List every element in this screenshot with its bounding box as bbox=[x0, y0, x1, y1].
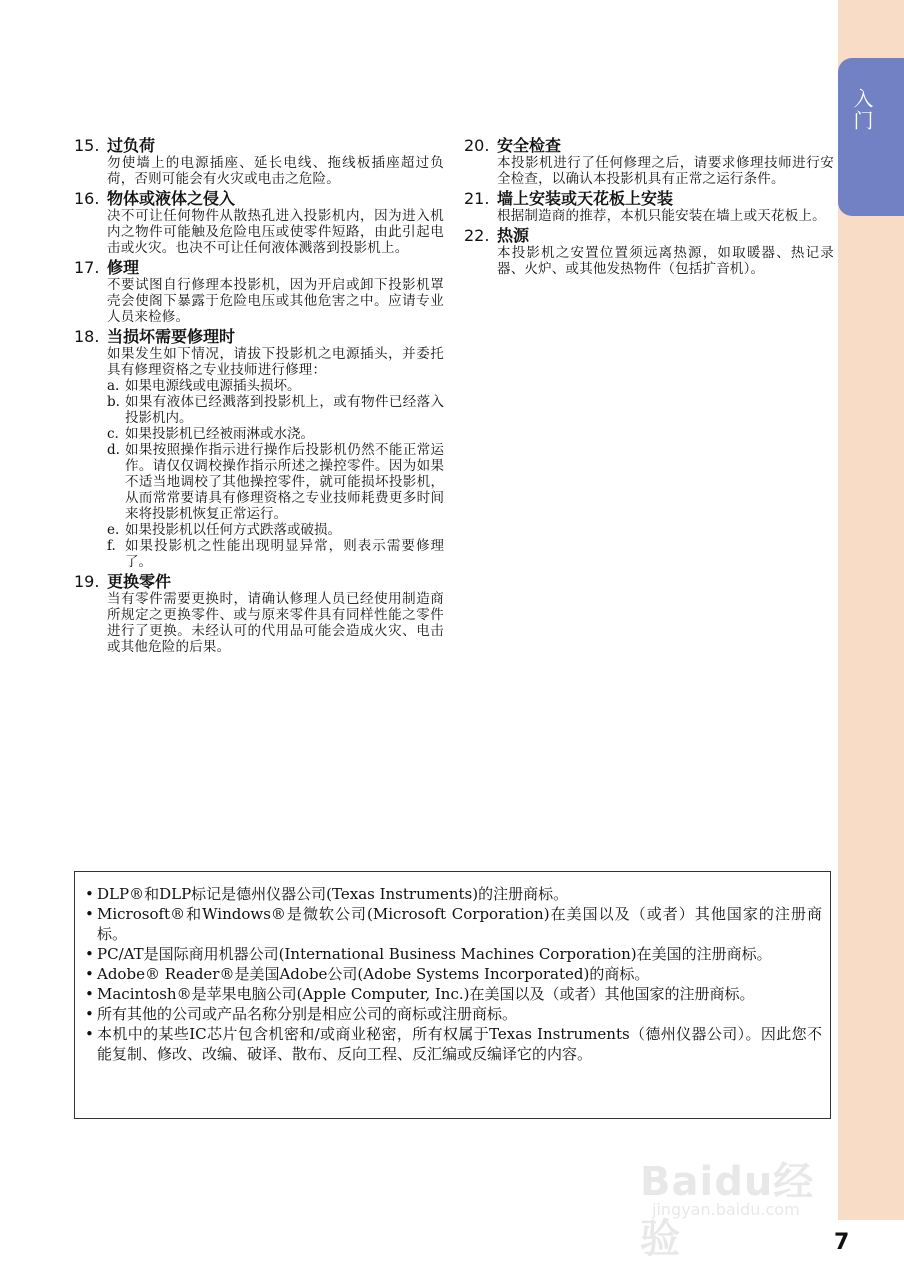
item-heading bbox=[464, 189, 834, 208]
bullet-icon: • bbox=[85, 945, 94, 963]
sub-list-item bbox=[107, 394, 444, 426]
safety-item bbox=[74, 327, 444, 570]
trademark-note-text: 所有其他的公司或产品名称分别是相应公司的商标或注册商标。 bbox=[97, 1005, 518, 1023]
sub-list-item bbox=[107, 522, 444, 538]
sub-item-text: 如果投影机之性能出现明显异常，则表示需要修理了。 bbox=[125, 538, 444, 570]
item-title: 墙上安装或天花板上安装 bbox=[497, 189, 674, 208]
sub-item-text: 如果投影机以任何方式跌落或破损。 bbox=[125, 522, 341, 538]
item-number: 18. bbox=[74, 327, 100, 346]
safety-item bbox=[74, 258, 444, 325]
item-body: 如果发生如下情况，请拔下投影机之电源插头，并委托具有修理资格之专业技师进行修理： bbox=[107, 346, 444, 378]
watermark-logo: Baidu经验 bbox=[640, 1159, 815, 1262]
sub-item-mark: a. bbox=[107, 378, 120, 394]
trademark-note-text: PC/AT是国际商用机器公司(International Business Machines Corporation)在美国的注册商标。 bbox=[97, 945, 772, 963]
item-title: 过负荷 bbox=[107, 136, 156, 155]
safety-item bbox=[74, 136, 444, 187]
trademark-note bbox=[85, 904, 822, 944]
item-title: 安全检查 bbox=[497, 136, 562, 155]
item-title: 物体或液体之侵入 bbox=[107, 189, 236, 208]
trademark-note-text: Macintosh®是苹果电脑公司(Apple Computer, Inc.)在美国以及（或者）其他国家的注册商标。 bbox=[97, 985, 755, 1003]
item-body: 勿使墙上的电源插座、延长电线、拖线板插座超过负荷，否则可能会有火灾或电击之危险。 bbox=[107, 155, 444, 187]
item-number: 21. bbox=[464, 189, 490, 208]
item-number: 15. bbox=[74, 136, 100, 155]
bullet-icon: • bbox=[85, 965, 94, 983]
item-heading bbox=[74, 572, 444, 591]
trademark-note bbox=[85, 984, 822, 1004]
item-heading bbox=[74, 189, 444, 208]
sub-list-item bbox=[107, 442, 444, 522]
bullet-icon: • bbox=[85, 1005, 94, 1023]
item-body: 根据制造商的推荐，本机只能安装在墙上或天花板上。 bbox=[497, 208, 826, 224]
item-body: 不要试图自行修理本投影机，因为开启或卸下投影机罩壳会使阁下暴露于危险电压或其他危害之中。应请专业人员来检修。 bbox=[107, 277, 444, 325]
item-number: 19. bbox=[74, 572, 100, 591]
sub-item-mark: b. bbox=[107, 394, 120, 410]
sub-item-text: 如果投影机已经被雨淋或水浇。 bbox=[125, 426, 314, 442]
safety-item bbox=[74, 572, 444, 655]
sub-list-item bbox=[107, 538, 444, 570]
trademark-note bbox=[85, 944, 822, 964]
sub-list-item bbox=[107, 426, 444, 442]
trademark-note bbox=[85, 1004, 822, 1024]
left-column bbox=[74, 136, 444, 657]
item-title: 修理 bbox=[107, 258, 140, 277]
safety-item bbox=[74, 189, 444, 256]
item-heading bbox=[74, 327, 444, 346]
sub-item-text: 如果电源线或电源插头损坏。 bbox=[125, 378, 301, 394]
trademark-note-text: 本机中的某些IC芯片包含机密和/或商业秘密，所有权属于Texas Instruments（德州仪器公司）。因此您不能复制、修改、改编、破译、散布、反向工程、反汇编或反编译它的内容。 bbox=[97, 1025, 822, 1063]
item-title: 当损坏需要修理时 bbox=[107, 327, 236, 346]
safety-item bbox=[464, 136, 834, 187]
item-title: 更换零件 bbox=[107, 572, 172, 591]
safety-item bbox=[464, 226, 834, 277]
sub-list bbox=[74, 378, 444, 570]
baidu-watermark bbox=[640, 1150, 840, 1262]
bullet-icon: • bbox=[85, 1025, 94, 1043]
item-body: 决不可让任何物件从散热孔进入投影机内，因为进入机内之物件可能触及危险电压或使零件短路，由此引起电击或火灾。也决不可让任何液体溅落到投影机上。 bbox=[107, 208, 444, 256]
trademark-note bbox=[85, 884, 822, 904]
item-heading bbox=[464, 136, 834, 155]
item-heading bbox=[464, 226, 834, 245]
trademark-note-text: Adobe® Reader®是美国Adobe公司(Adobe Systems Incorporated)的商标。 bbox=[97, 965, 650, 983]
item-heading bbox=[74, 258, 444, 277]
sub-item-mark: d. bbox=[107, 442, 120, 458]
sub-item-mark: c. bbox=[107, 426, 119, 442]
trademark-note-text: DLP®和DLP标记是德州仪器公司(Texas Instruments)的注册商标。 bbox=[97, 885, 569, 903]
section-tab[interactable] bbox=[838, 58, 904, 216]
item-body: 当有零件需要更换时，请确认修理人员已经使用制造商所规定之更换零件、或与原来零件具有同样性能之零件进行了更换。未经认可的代用品可能会造成火灾、电击或其他危险的后果。 bbox=[107, 591, 444, 655]
sub-item-mark: f. bbox=[107, 538, 116, 554]
item-number: 22. bbox=[464, 226, 490, 245]
item-heading bbox=[74, 136, 444, 155]
item-body: 本投影机之安置位置须远离热源，如取暖器、热记录器、火炉、或其他发热物件（包括扩音机）。 bbox=[497, 245, 834, 277]
section-tab-label: 入门 bbox=[850, 88, 874, 132]
sub-list-item bbox=[107, 378, 444, 394]
bullet-icon: • bbox=[85, 985, 94, 1003]
sub-item-mark: e. bbox=[107, 522, 120, 538]
trademark-note bbox=[85, 964, 822, 984]
sub-item-text: 如果按照操作指示进行操作后投影机仍然不能正常运作。请仅仅调校操作指示所述之操控零件。因为如果不适当地调校了其他操控零件，就可能损坏投影机，从而常常要请具有修理资格之专业技师耗费更多时间来将投影机恢复正常运行。 bbox=[125, 442, 444, 522]
page-number: 7 bbox=[834, 1230, 850, 1255]
item-body: 本投影机进行了任何修理之后，请要求修理技师进行安全检查，以确认本投影机具有正常之运行条件。 bbox=[497, 155, 834, 187]
trademark-note-text: Microsoft®和Windows®是微软公司(Microsoft Corporation)在美国以及（或者）其他国家的注册商标。 bbox=[97, 905, 822, 943]
right-column bbox=[464, 136, 834, 279]
bullet-icon: • bbox=[85, 885, 94, 903]
item-number: 17. bbox=[74, 258, 100, 277]
item-number: 16. bbox=[74, 189, 100, 208]
trademark-notes-box bbox=[74, 871, 831, 1119]
bullet-icon: • bbox=[85, 905, 94, 923]
watermark-url: jingyan.baidu.com bbox=[652, 1200, 800, 1219]
item-title: 热源 bbox=[497, 226, 530, 245]
trademark-note bbox=[85, 1024, 822, 1064]
item-number: 20. bbox=[464, 136, 490, 155]
sub-item-text: 如果有液体已经溅落到投影机上，或有物件已经落入投影机内。 bbox=[125, 394, 444, 426]
safety-item bbox=[464, 189, 834, 224]
